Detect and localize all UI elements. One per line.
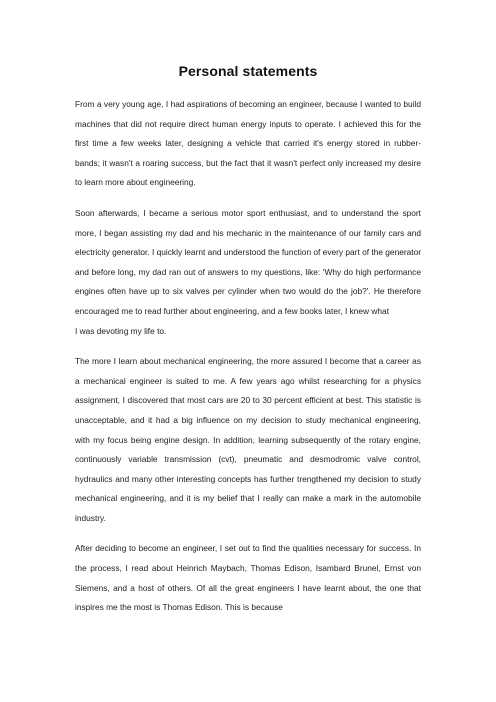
paragraph-4: After deciding to become an engineer, I set out to find the qualities necessary for success. In the process, I read about Heinrich Maybach, Thomas Edison, Isambard Brunel, Ernst von Siemens, and a host of others. Of all the great engineers I have learnt about, the one that inspires me the most is Thomas Edison. This is because — [75, 543, 421, 613]
document-title: Personal statements — [178, 63, 318, 79]
paragraph-3: The more I learn about mechanical engineering, the more assured I become that a career as a mechanical engineer is suited to me. A few years ago whilst researching for a physics assignment, I discovered that most cars are 20 to 30 percent efficient at best. This statistic is unacceptable, and it had a big influence on my decision to study mechanical engineering, with my focus being engine design. In addition, learning subsequently of the rotary engine, continuously variable transmission (cvt), pneumatic and desmodromic valve control, hydraulics and many other interesting concepts has further trengthened my decision to study mechanical engineering, and it is my belief that I really can make a mark in the automobile industry. — [75, 356, 421, 523]
paragraph-2: Soon afterwards, I became a serious motor sport enthusiast, and to understand the sport more, I began assisting my dad and his mechanic in the maintenance of our family cars and electricity generator. I quickly learnt and understood the function of every part of the generator and before long, my dad ran out of answers to my questions, like: 'Why do high performance engines often have up to six valves per cylinder when two would do the job?'. He therefore encouraged me to read further about engineering, and a few books later, I knew what I was devoting my life to. — [75, 207, 422, 336]
document-body — [75, 95, 421, 618]
paragraph-1: From a very young age, I had aspirations of becoming an engineer, because I wanted to build machines that did not require direct human energy inputs to operate. I achieved this for the first time a few weeks later, designing a vehicle that carried it's energy stored in rubber-bands; it wasn't a roaring success, but the fact that it wasn't perfect only increased my desire to learn more about engineering. — [75, 99, 421, 188]
